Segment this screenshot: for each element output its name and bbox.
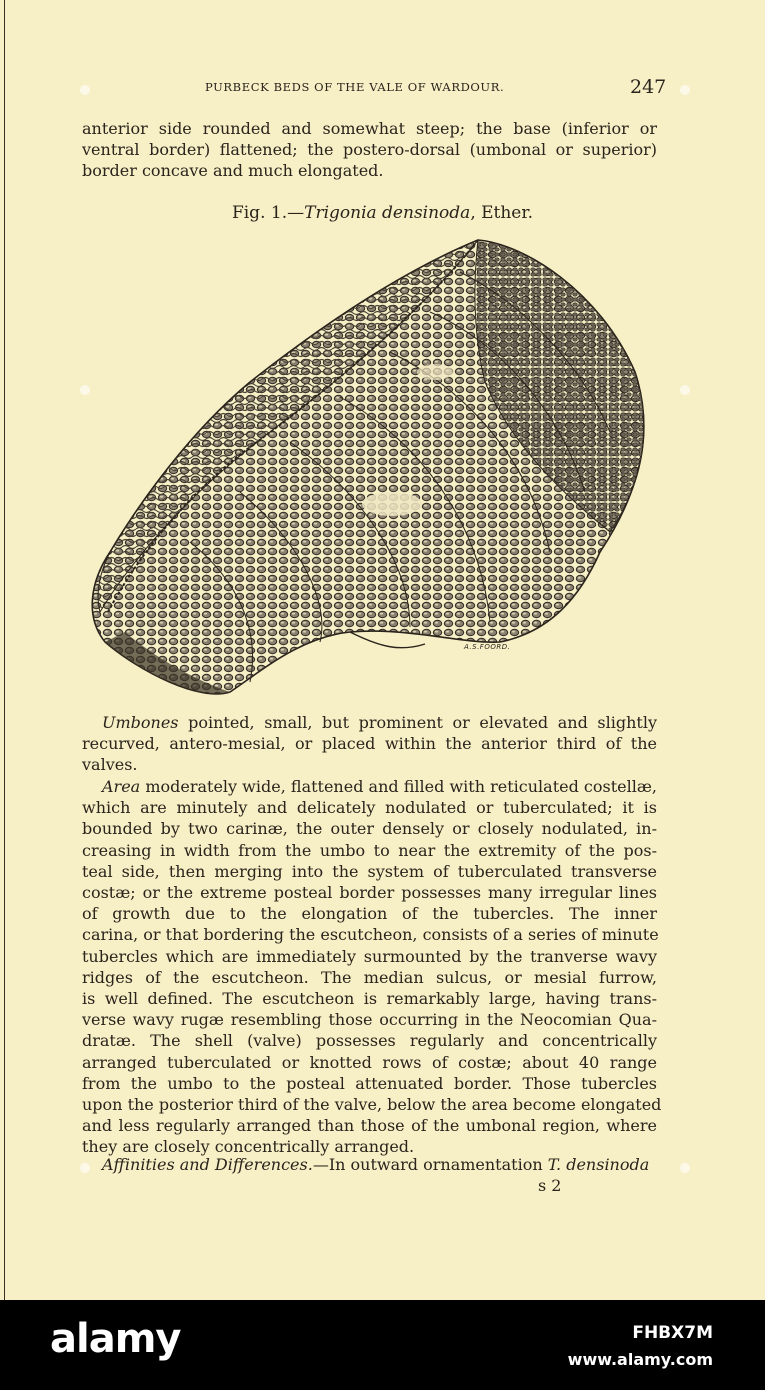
watermark-dot: [80, 385, 90, 395]
text-line: anterior side rounded and somewhat steep; the base (inferior or: [82, 119, 657, 138]
text-line: bounded by two carinæ, the outer densely or closely nodulated, in-: [82, 819, 657, 839]
running-head: PURBECK BEDS OF THE VALE OF WARDOUR.: [205, 80, 505, 94]
area-paragraph: [82, 776, 662, 1158]
page-number: 247: [630, 76, 667, 98]
watermark-dot: [80, 1163, 90, 1173]
text-line: recurved, antero-mesial, or placed within the anterior third of the: [82, 734, 657, 754]
affinities-species: T. densinoda: [547, 1155, 650, 1174]
artist-signature: A.S.FOORD.: [464, 643, 511, 651]
text-line: is well defined. The escutcheon is remarkably large, having trans-: [82, 989, 657, 1009]
caption-author: , Ether.: [470, 203, 534, 223]
text-line: costæ; or the extreme posteal border possesses many irregular lines: [82, 883, 657, 903]
text-line: tubercles which are immediately surmounted by the tranverse wavy: [82, 946, 657, 966]
text-line: Area moderately wide, flattened and filled with reticulated costellæ,: [102, 777, 657, 796]
text-line: Umbones pointed, small, but prominent or elevated and slightly: [102, 713, 657, 732]
text-line: Affinities and Differences.—In outward ornamentation T. densinoda: [102, 1155, 650, 1174]
text-line: border concave and much elongated.: [82, 161, 384, 181]
text-line: verse wavy rugæ resembling those occurring in the Neocomian Qua-: [82, 1010, 657, 1030]
text-line: dratæ. The shell (valve) possesses regularly and concentrically: [82, 1031, 657, 1051]
watermark-dot: [680, 1163, 690, 1173]
shell-engraving: [80, 232, 660, 707]
signature-mark: s 2: [538, 1176, 562, 1195]
umbones-paragraph: [82, 712, 657, 776]
text-line: arranged tuberculated or knotted rows of costæ; about 40 range: [82, 1052, 657, 1072]
text-line: and less regularly arranged than those of the umbonal region, where: [82, 1116, 657, 1136]
caption-prefix: Fig. 1.—: [231, 203, 305, 223]
affinities-paragraph: [82, 1154, 657, 1175]
watermark-dot: [680, 85, 690, 95]
affinities-term: Affinities and Differences.: [102, 1155, 313, 1174]
text-line: from the umbo to the posteal attenuated border. Those tubercles: [82, 1073, 657, 1093]
text-line: upon the posterior third of the valve, below the area become elongated: [82, 1095, 662, 1115]
alamy-logo: alamy: [50, 1316, 181, 1362]
text-line: creasing in width from the umbo to near the extremity of the pos-: [82, 840, 657, 860]
watermark-url: www.alamy.com: [567, 1350, 713, 1369]
text-line: of growth due to the elongation of the tubercles. The inner: [82, 904, 657, 924]
figure-caption: [0, 203, 765, 223]
page-edge-line: [4, 0, 5, 1300]
watermark-dot: [80, 85, 90, 95]
umbones-term: Umbones: [102, 713, 179, 732]
text-line: they are closely concentrically arranged.: [82, 1137, 415, 1157]
text-line: ventral border) flattened; the postero-dorsal (umbonal or superior): [82, 140, 657, 160]
text-line: which are minutely and delicately nodulated or tuberculated; it is: [82, 798, 657, 818]
watermark-dot: [680, 385, 690, 395]
trigonia-shell-illustration: [80, 232, 660, 707]
text-line: ridges of the escutcheon. The median sulcus, or mesial furrow,: [82, 967, 657, 987]
text-line: carina, or that bordering the escutcheon, consists of a series of minute: [82, 925, 659, 945]
text-line: valves.: [82, 755, 138, 775]
image-code: FHBX7M: [632, 1323, 713, 1343]
area-term: Area: [102, 777, 141, 796]
text-line: teal side, then merging into the system of tuberculated transverse: [82, 861, 657, 881]
intro-paragraph: [82, 118, 657, 182]
caption-species: Trigonia densinoda: [304, 203, 471, 223]
